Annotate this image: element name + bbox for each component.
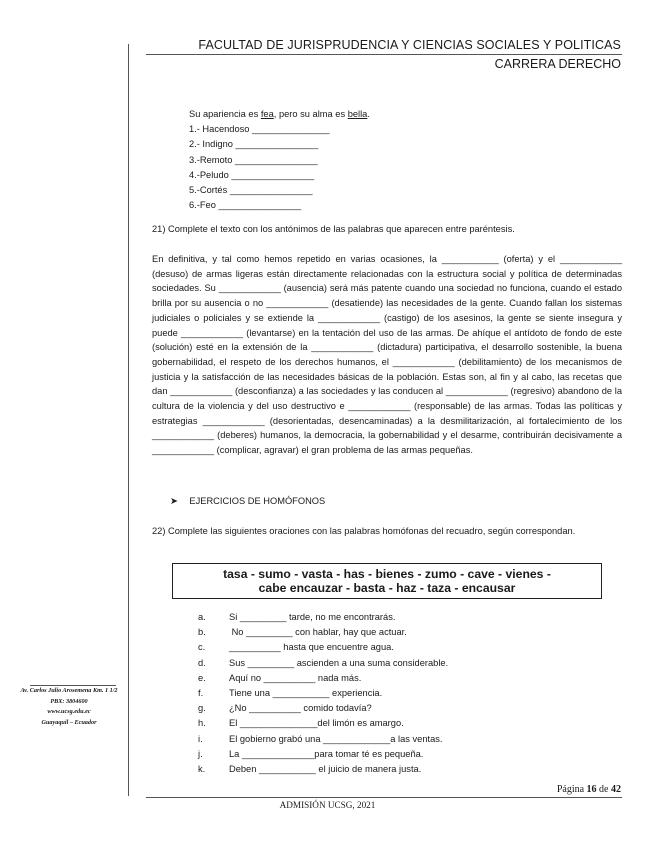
list-item: k. Deben ___________ el juicio de manera justa. (198, 764, 422, 775)
list-item: i. El gobierno grabó una _____________a las ventas. (198, 733, 443, 744)
header-career: CARRERA DERECHO (494, 57, 621, 71)
antonym-item: 4.-Peludo ________________ (189, 169, 315, 180)
word-bella: bella (347, 109, 368, 119)
exercise-21-instruction: 21) Complete el texto con los antónimos de las palabras que aparecen entre paréntesis. (152, 224, 515, 234)
list-item: b. No _________ con hablar, hay que actuar. (198, 627, 407, 638)
word-box-line-2: cabe encauzar - basta - haz - taza - encausar (258, 581, 516, 595)
list-item: g. ¿No __________ comido todavía? (198, 703, 372, 714)
list-item: d. Sus _________ ascienden a una suma considerable. (198, 657, 449, 668)
list-item: h. El _______________del limón es amargo. (198, 718, 404, 729)
list-item: e. Aquí no __________ nada más. (198, 672, 362, 683)
section-heading (170, 494, 325, 509)
list-item: a. Si _________ tarde, no me encontrarás. (198, 612, 396, 622)
antonym-item: 2.- Indigno ________________ (189, 139, 319, 150)
word-box-line-1: tasa - sumo - vasta - has - bienes - zumo - cave - vienes - (223, 567, 551, 581)
footer-rule (146, 797, 622, 798)
address-city: Guayaquil – Ecuador (41, 718, 97, 726)
footer-text: ADMISIÓN UCSG, 2021 (279, 800, 376, 810)
address-street: Av. Carlos Julio Arosemena Km. 1 1/2 (20, 687, 118, 694)
antonym-item: 3.-Remoto ________________ (189, 154, 318, 165)
arrow-bullet-icon: ➤ (170, 496, 178, 506)
word-box (172, 563, 602, 599)
address-phone: PBX: 3804600 (50, 697, 88, 705)
list-item: c. __________ hasta que encuentre agua. (198, 642, 394, 653)
margin-rule (128, 44, 129, 796)
word-fea: fea (260, 109, 274, 119)
exercise-22-instruction: 22) Complete las siguientes oraciones con las palabras homófonas del recuadro, según correspondan. (152, 526, 576, 536)
address-block (8, 686, 130, 728)
antonym-item: 1.- Hacendoso _______________ (189, 124, 330, 135)
list-item: f. Tiene una ___________ experiencia. (198, 688, 383, 699)
antonym-item: 5.-Cortés ________________ (189, 185, 313, 196)
list-item: j. La ______________para tomar té es pequeña. (198, 748, 424, 759)
address-website: www.ucsg.edu.ec (47, 708, 91, 715)
header-rule (146, 54, 622, 55)
header-faculty: FACULTAD DE JURISPRUDENCIA Y CIENCIAS SOCIALES Y POLITICAS (198, 38, 621, 52)
antonyms-intro: Su apariencia es fea, pero su alma es bella. (189, 109, 370, 119)
section-title: EJERCICIOS DE HOMÓFONOS (189, 496, 326, 506)
homophone-items (198, 610, 448, 777)
antonym-item: 6.-Feo ________________ (189, 200, 302, 211)
exercise-21-paragraph: En definitiva, y tal como hemos repetido en varias ocasiones, la ___________ (oferta) y el ____________ (desuso) de armas ligeras están directamente relacionadas con la estructura social y política de determinadas sociedades. Su ____________ (ausencia) será más patente cuando una sociedad no funciona, cuando el estado brilla por su ausencia o no ____________ (desatiende) las necesidades de la gente. Cuando fallan los sistemas judiciales o policiales y se extiende la ____________ (castigo) de los asesinos, la gente se siente insegura y puede ____________ (levantarse) en la tentación del uso de las armas. De ahíque el antídoto de fondo de este (solución) esté en la extensión de la ____________ (dictadura) participativa, el desarrollo sostenible, la buena gobernabilidad, el respeto de los derechos humanos, el ____________ (debilitamiento) de los mecanismos de justicia y la satisfacción de las necesidades básicas de la población. Estas son, al fin y al cabo, las recetas que dan ____________ (desconfianza) a las sociedades y las conducen al ____________ (regresivo) abandono de la cultura de la violencia y del uso destructivo e ____________ (responsable) de las armas. Todas las políticas y estrategias ____________ (desorientadas, desencaminadas) a la desmilitarización, al fortalecimiento de los ____________ (deberes) humanos, la democracia, la gobernabilidad y el desarme, contribuirán decisivamente a ____________ (complicar, agravar) el gran problema de las armas pequeñas. (152, 254, 622, 456)
page-number: Página 16 de 42 (556, 784, 621, 795)
antonyms-block (189, 107, 370, 213)
